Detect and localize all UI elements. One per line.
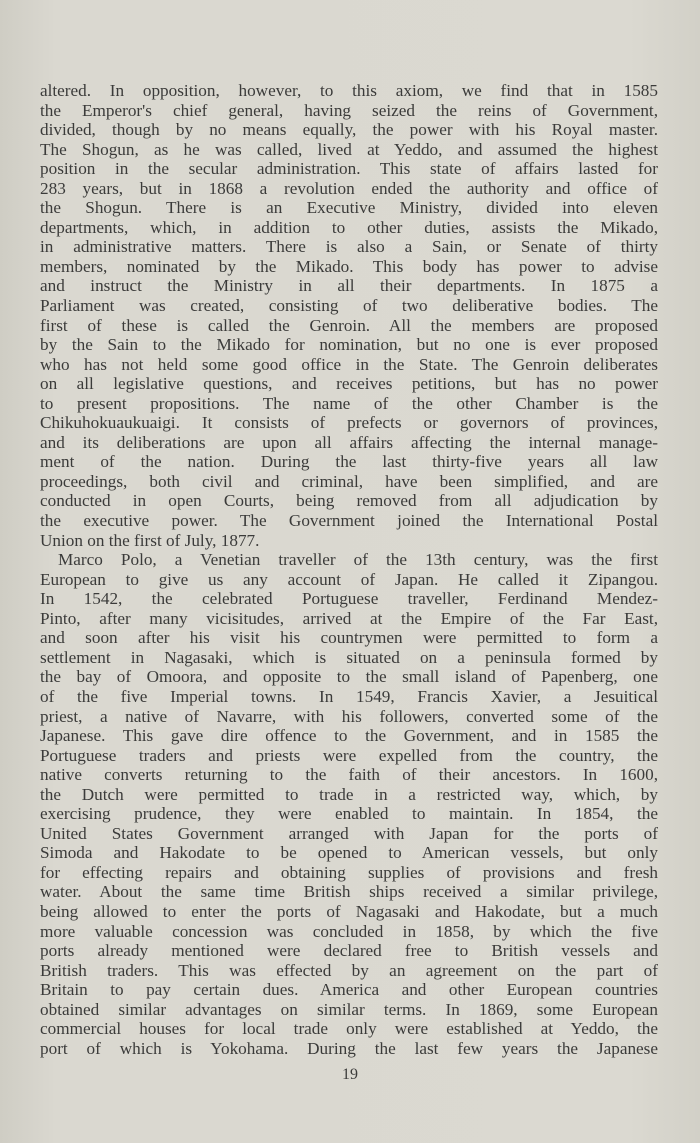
text-line: exercising prudence, they were enabled to maintain. In 1854, the xyxy=(40,804,658,824)
text-line: by the Sain to the Mikado for nomination, but no one is ever proposed xyxy=(40,335,658,355)
text-line: on all legislative questions, and receives petitions, but has no power xyxy=(40,374,658,394)
paragraph xyxy=(40,550,658,1058)
text-line: divided, though by no means equally, the power with his Royal master. xyxy=(40,120,658,140)
text-line: Simoda and Hakodate to be opened to American vessels, but only xyxy=(40,843,658,863)
text-line: Portuguese traders and priests were expelled from the country, the xyxy=(40,745,658,765)
text-line: 283 years, but in 1868 a revolution ended the authority and office of xyxy=(40,178,658,198)
text-line: Japanese. This gave dire offence to the Government, and in 1585 the xyxy=(40,726,658,746)
text-line: Union on the first of July, 1877. xyxy=(40,530,260,550)
text-line: United States Government arranged with Japan for the ports of xyxy=(40,823,658,843)
text-line: The Shogun, as he was called, lived at Yeddo, and assumed the highest xyxy=(40,139,658,159)
text-line: obtained similar advantages on similar terms. In 1869, some European xyxy=(40,999,658,1019)
text-line: and its deliberations are upon all affairs affecting the internal manage- xyxy=(40,432,658,452)
text-line: Parliament was created, consisting of two deliberative bodies. The xyxy=(40,296,658,316)
text-line: being allowed to enter the ports of Nagasaki and Hakodate, but a much xyxy=(40,901,658,921)
text-line: priest, a native of Navarre, with his followers, converted some of the xyxy=(40,706,658,726)
text-line: Britain to pay certain dues. America and other European countries xyxy=(40,980,658,1000)
page-body-text xyxy=(40,81,658,1058)
text-line: conducted in open Courts, being removed from all adjudication by xyxy=(40,491,658,511)
text-line: native converts returning to the faith of their ancestors. In 1600, xyxy=(40,765,658,785)
text-line: more valuable concession was concluded in 1858, by which the five xyxy=(40,921,658,941)
text-line: ports already mentioned were declared free to British vessels and xyxy=(40,941,658,961)
text-line: the Shogun. There is an Executive Ministry, divided into eleven xyxy=(40,198,658,218)
text-line: the bay of Omoora, and opposite to the small island of Papenberg, one xyxy=(40,667,658,687)
text-line: settlement in Nagasaki, which is situated on a peninsula formed by xyxy=(40,647,658,667)
text-line: proceedings, both civil and criminal, have been simplified, and are xyxy=(40,471,658,491)
text-line: and instruct the Ministry in all their departments. In 1875 a xyxy=(40,276,658,296)
page-number: 19 xyxy=(342,1066,358,1083)
text-line: position in the secular administration. This state of affairs lasted for xyxy=(40,159,658,179)
text-line: members, nominated by the Mikado. This body has power to advise xyxy=(40,256,658,276)
text-line: Chikuhokuaukuaigi. It consists of prefects or governors of provinces, xyxy=(40,413,658,433)
text-line: to present propositions. The name of the other Chamber is the xyxy=(40,393,658,413)
text-line: water. About the same time British ships received a similar privilege, xyxy=(40,882,658,902)
text-line: ment of the nation. During the last thirty-five years all law xyxy=(40,452,658,472)
text-line: the executive power. The Government joined the International Postal xyxy=(40,511,658,531)
text-line: Pinto, after many vicisitudes, arrived at the Empire of the Far East, xyxy=(40,608,658,628)
text-line: for effecting repairs and obtaining supplies of provisions and fresh xyxy=(40,862,658,882)
text-line: Marco Polo, a Venetian traveller of the 13th century, was the first xyxy=(58,550,658,570)
text-line: In 1542, the celebrated Portuguese traveller, Ferdinand Mendez- xyxy=(40,589,658,609)
text-line: the Dutch were permitted to trade in a restricted way, which, by xyxy=(40,784,658,804)
text-line: commercial houses for local trade only were established at Yeddo, the xyxy=(40,1019,658,1039)
text-line: altered. In opposition, however, to this axiom, we find that in 1585 xyxy=(40,81,658,100)
text-line: European to give us any account of Japan. He called it Zipangou. xyxy=(40,569,658,589)
text-line: the Emperor's chief general, having seized the reins of Government, xyxy=(40,100,658,120)
text-line: port of which is Yokohama. During the last few years the Japanese xyxy=(40,1038,658,1058)
text-line: and soon after his visit his countrymen were permitted to form a xyxy=(40,628,658,648)
text-line: British traders. This was effected by an agreement on the part of xyxy=(40,960,658,980)
text-line: departments, which, in addition to other duties, assists the Mikado, xyxy=(40,217,658,237)
paragraph xyxy=(40,81,658,550)
text-line: of the five Imperial towns. In 1549, Francis Xavier, a Jesuitical xyxy=(40,686,658,706)
text-line: first of these is called the Genroin. All the members are proposed xyxy=(40,315,658,335)
text-line: who has not held some good office in the State. The Genroin deliberates xyxy=(40,354,658,374)
text-line: in administrative matters. There is also a Sain, or Senate of thirty xyxy=(40,237,658,257)
